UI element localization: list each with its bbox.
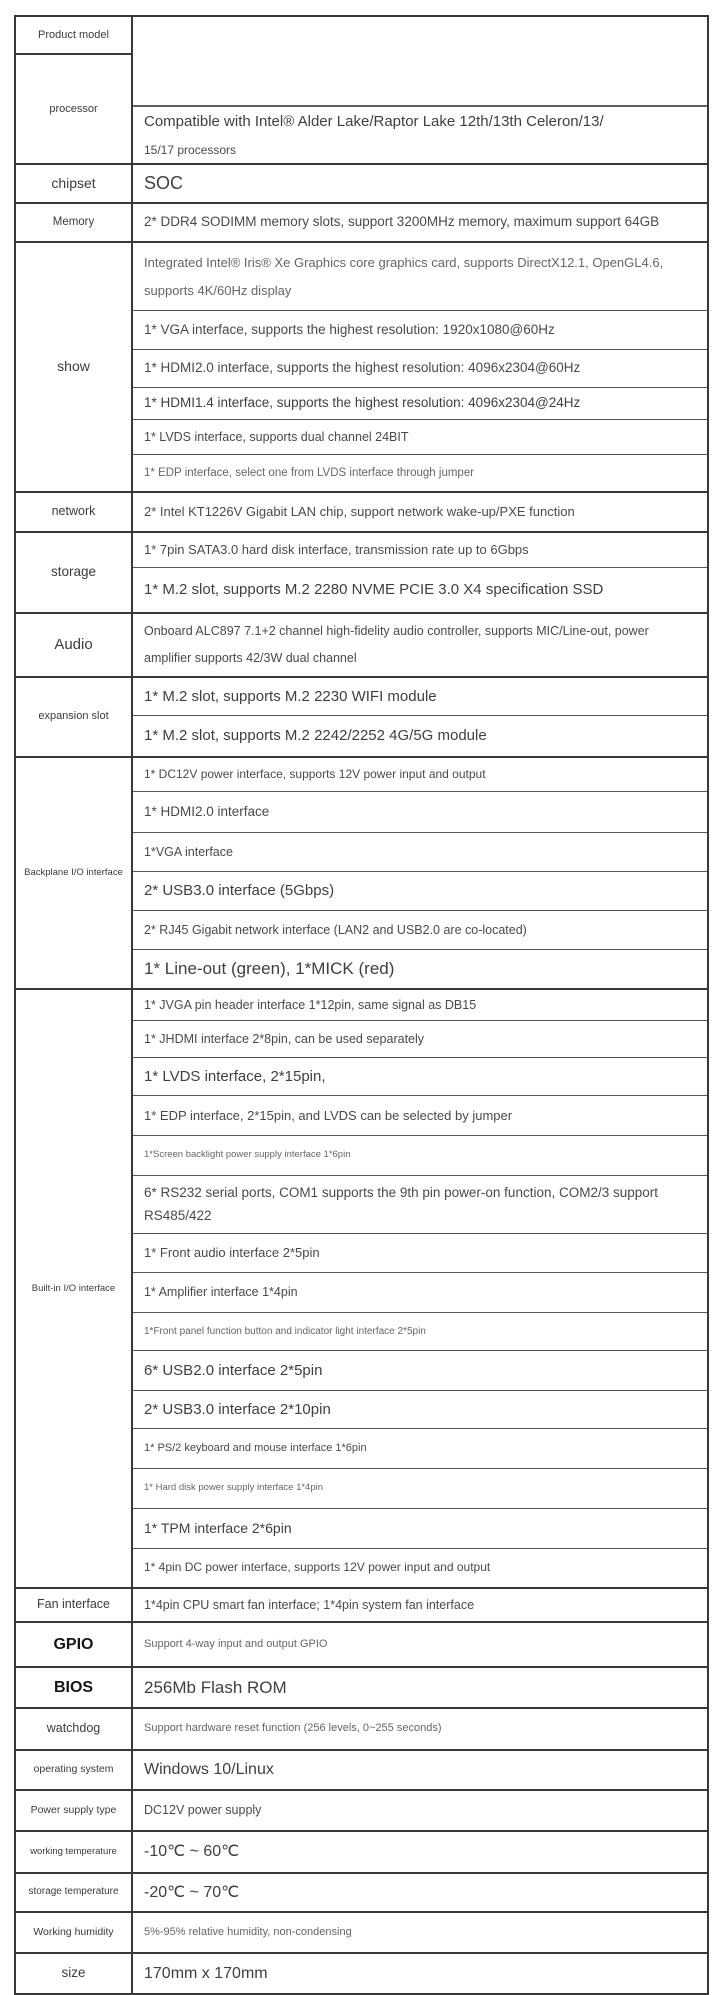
spec-left-product-processor [16, 17, 133, 163]
spec-value-network: 2* Intel KT1226V Gigabit LAN chip, support network wake-up/PXE function [144, 504, 575, 520]
spec-section-size [16, 1954, 707, 1993]
spec-value-show-vga: 1* VGA interface, supports the highest resolution: 1920x1080@60Hz [133, 311, 707, 350]
spec-value-builtin-tpm: 1* TPM interface 2*6pin [133, 1509, 707, 1549]
spec-label-storage-temp: storage temperature [16, 1874, 133, 1911]
spec-value-show-hdmi14: 1* HDMI1.4 interface, supports the highest resolution: 4096x2304@24Hz [133, 388, 707, 420]
spec-label-humidity: Working humidity [16, 1913, 133, 1952]
spec-section-show [16, 243, 707, 493]
spec-label-chipset: chipset [16, 165, 133, 202]
spec-section-backplane-io [16, 758, 707, 990]
spec-body-show [133, 243, 707, 491]
spec-value-storage-temp: -20℃ ~ 70℃ [144, 1883, 240, 1901]
spec-label-power: Power supply type [16, 1791, 133, 1830]
spec-section-humidity [16, 1913, 707, 1954]
spec-value-builtin-usb3: 2* USB3.0 interface 2*10pin [133, 1391, 707, 1429]
spec-value-os: Windows 10/Linux [144, 1761, 274, 1779]
spec-label-builtin-io: Built-in I/O interface [16, 990, 133, 1587]
spec-label-product-model: Product model [16, 17, 131, 55]
spec-value-builtin-front-panel: 1*Front panel function button and indicator light interface 2*5pin [133, 1313, 707, 1351]
spec-value-bios: 256Mb Flash ROM [144, 1677, 287, 1697]
spec-value-expansion-wifi: 1* M.2 slot, supports M.2 2230 WIFI module [133, 678, 707, 716]
spec-section-bios [16, 1668, 707, 1709]
spec-value-builtin-front-audio: 1* Front audio interface 2*5pin [133, 1234, 707, 1273]
spec-value-power: DC12V power supply [144, 1803, 262, 1818]
spec-value-backplane-usb3: 2* USB3.0 interface (5Gbps) [133, 872, 707, 911]
spec-value-gpio: Support 4-way input and output GPIO [144, 1637, 328, 1650]
spec-label-memory: Memory [16, 204, 133, 241]
spec-body-storage [133, 533, 707, 612]
processor-value-line1: Compatible with Intel® Alder Lake/Raptor Lake 12th/13th Celeron/13/ [144, 113, 604, 131]
spec-value-backplane-dc12v: 1* DC12V power interface, supports 12V power input and output [133, 758, 707, 792]
spec-value-backplane-vga: 1*VGA interface [133, 833, 707, 872]
spec-value-fan: 1*4pin CPU smart fan interface; 1*4pin system fan interface [144, 1597, 475, 1612]
spec-section-builtin-io [16, 990, 707, 1589]
spec-label-network: network [16, 493, 133, 531]
spec-value-builtin-amplifier: 1* Amplifier interface 1*4pin [133, 1273, 707, 1313]
spec-label-backplane-io: Backplane I/O interface [16, 758, 133, 988]
spec-value-backplane-rj45: 2* RJ45 Gigabit network interface (LAN2 and USB2.0 are co-located) [133, 911, 707, 950]
spec-section-gpio [16, 1623, 707, 1668]
spec-value-builtin-backlight: 1*Screen backlight power supply interface 1*6pin [133, 1136, 707, 1176]
spec-value-builtin-ps2: 1* PS/2 keyboard and mouse interface 1*6pin [133, 1429, 707, 1469]
spec-label-expansion-slot: expansion slot [16, 678, 133, 756]
spec-value-show-lvds: 1* LVDS interface, supports dual channel 24BIT [133, 420, 707, 455]
spec-value-storage-m2: 1* M.2 slot, supports M.2 2280 NVME PCIE 3.0 X4 specification SSD [144, 581, 604, 599]
spec-value-product-model [133, 17, 707, 107]
spec-value-show-edp: 1* EDP interface, select one from LVDS interface through jumper [144, 466, 475, 479]
spec-value-humidity: 5%-95% relative humidity, non-condensing [144, 1925, 352, 1938]
spec-value-chipset: SOC [144, 172, 184, 193]
spec-section-watchdog [16, 1709, 707, 1751]
spec-label-fan: Fan interface [16, 1589, 133, 1621]
spec-section-memory [16, 204, 707, 243]
spec-value-builtin-jvga: 1* JVGA pin header interface 1*12pin, same signal as DB15 [133, 990, 707, 1021]
spec-body-builtin-io [133, 990, 707, 1587]
spec-section-expansion-slot [16, 678, 707, 758]
spec-body-expansion-slot [133, 678, 707, 756]
spec-section-storage [16, 533, 707, 614]
spec-label-working-temp: working temperature [16, 1832, 133, 1872]
spec-value-builtin-rs232: 6* RS232 serial ports, COM1 supports the 9th pin power-on function, COM2/3 support RS485/422 [133, 1176, 707, 1234]
spec-section-fan [16, 1589, 707, 1623]
spec-value-builtin-jhdmi: 1* JHDMI interface 2*8pin, can be used separately [133, 1021, 707, 1058]
spec-body-product-processor [133, 17, 707, 163]
spec-value-memory: 2* DDR4 SODIMM memory slots, support 3200MHz memory, maximum support 64GB [144, 214, 660, 230]
spec-table [14, 15, 709, 1995]
spec-label-os: operating system [16, 1751, 133, 1789]
spec-label-size: size [16, 1954, 133, 1993]
spec-value-watchdog: Support hardware reset function (256 levels, 0~255 seconds) [144, 1722, 442, 1735]
spec-value-working-temp: -10℃ ~ 60℃ [144, 1843, 240, 1861]
spec-value-show-hdmi20: 1* HDMI2.0 interface, supports the highest resolution: 4096x2304@60Hz [133, 350, 707, 388]
spec-label-gpio: GPIO [16, 1623, 133, 1666]
spec-section-storage-temp [16, 1874, 707, 1913]
spec-value-builtin-4pin-dc: 1* 4pin DC power interface, supports 12V power input and output [144, 1560, 491, 1575]
spec-section-power [16, 1791, 707, 1832]
spec-value-builtin-hdd-power: 1* Hard disk power supply interface 1*4pin [133, 1469, 707, 1509]
spec-value-builtin-usb2: 6* USB2.0 interface 2*5pin [133, 1351, 707, 1391]
spec-value-expansion-4g5g: 1* M.2 slot, supports M.2 2242/2252 4G/5G module [144, 727, 487, 745]
spec-section-product-processor [16, 17, 707, 165]
spec-section-working-temp [16, 1832, 707, 1874]
spec-body-backplane-io [133, 758, 707, 988]
spec-value-backplane-hdmi: 1* HDMI2.0 interface [133, 792, 707, 833]
spec-value-show-graphics: Integrated Intel® Iris® Xe Graphics core graphics card, supports DirectX12.1, OpenGL4.6, supports 4K/60Hz display [133, 243, 707, 311]
spec-label-audio: Audio [16, 614, 133, 676]
spec-label-storage: storage [16, 533, 133, 612]
spec-section-network [16, 493, 707, 533]
spec-value-size: 170mm x 170mm [144, 1964, 268, 1982]
spec-value-builtin-edp: 1* EDP interface, 2*15pin, and LVDS can be selected by jumper [133, 1096, 707, 1136]
spec-section-os [16, 1751, 707, 1791]
spec-value-backplane-lineout: 1* Line-out (green), 1*MICK (red) [144, 959, 395, 979]
spec-section-audio [16, 614, 707, 678]
spec-value-audio: Onboard ALC897 7.1+2 channel high-fidelity audio controller, supports MIC/Line-out, power amplifier supports 42/3W dual channel [144, 624, 649, 665]
spec-label-processor: processor [49, 103, 98, 115]
processor-value-line2: 15/17 processors [144, 143, 237, 158]
spec-value-processor [133, 107, 707, 163]
spec-section-chipset [16, 165, 707, 204]
spec-label-bios: BIOS [16, 1668, 133, 1707]
spec-label-watchdog: watchdog [16, 1709, 133, 1749]
spec-value-builtin-lvds: 1* LVDS interface, 2*15pin, [133, 1058, 707, 1096]
spec-label-show: show [16, 243, 133, 491]
spec-value-storage-sata: 1* 7pin SATA3.0 hard disk interface, transmission rate up to 6Gbps [133, 533, 707, 568]
